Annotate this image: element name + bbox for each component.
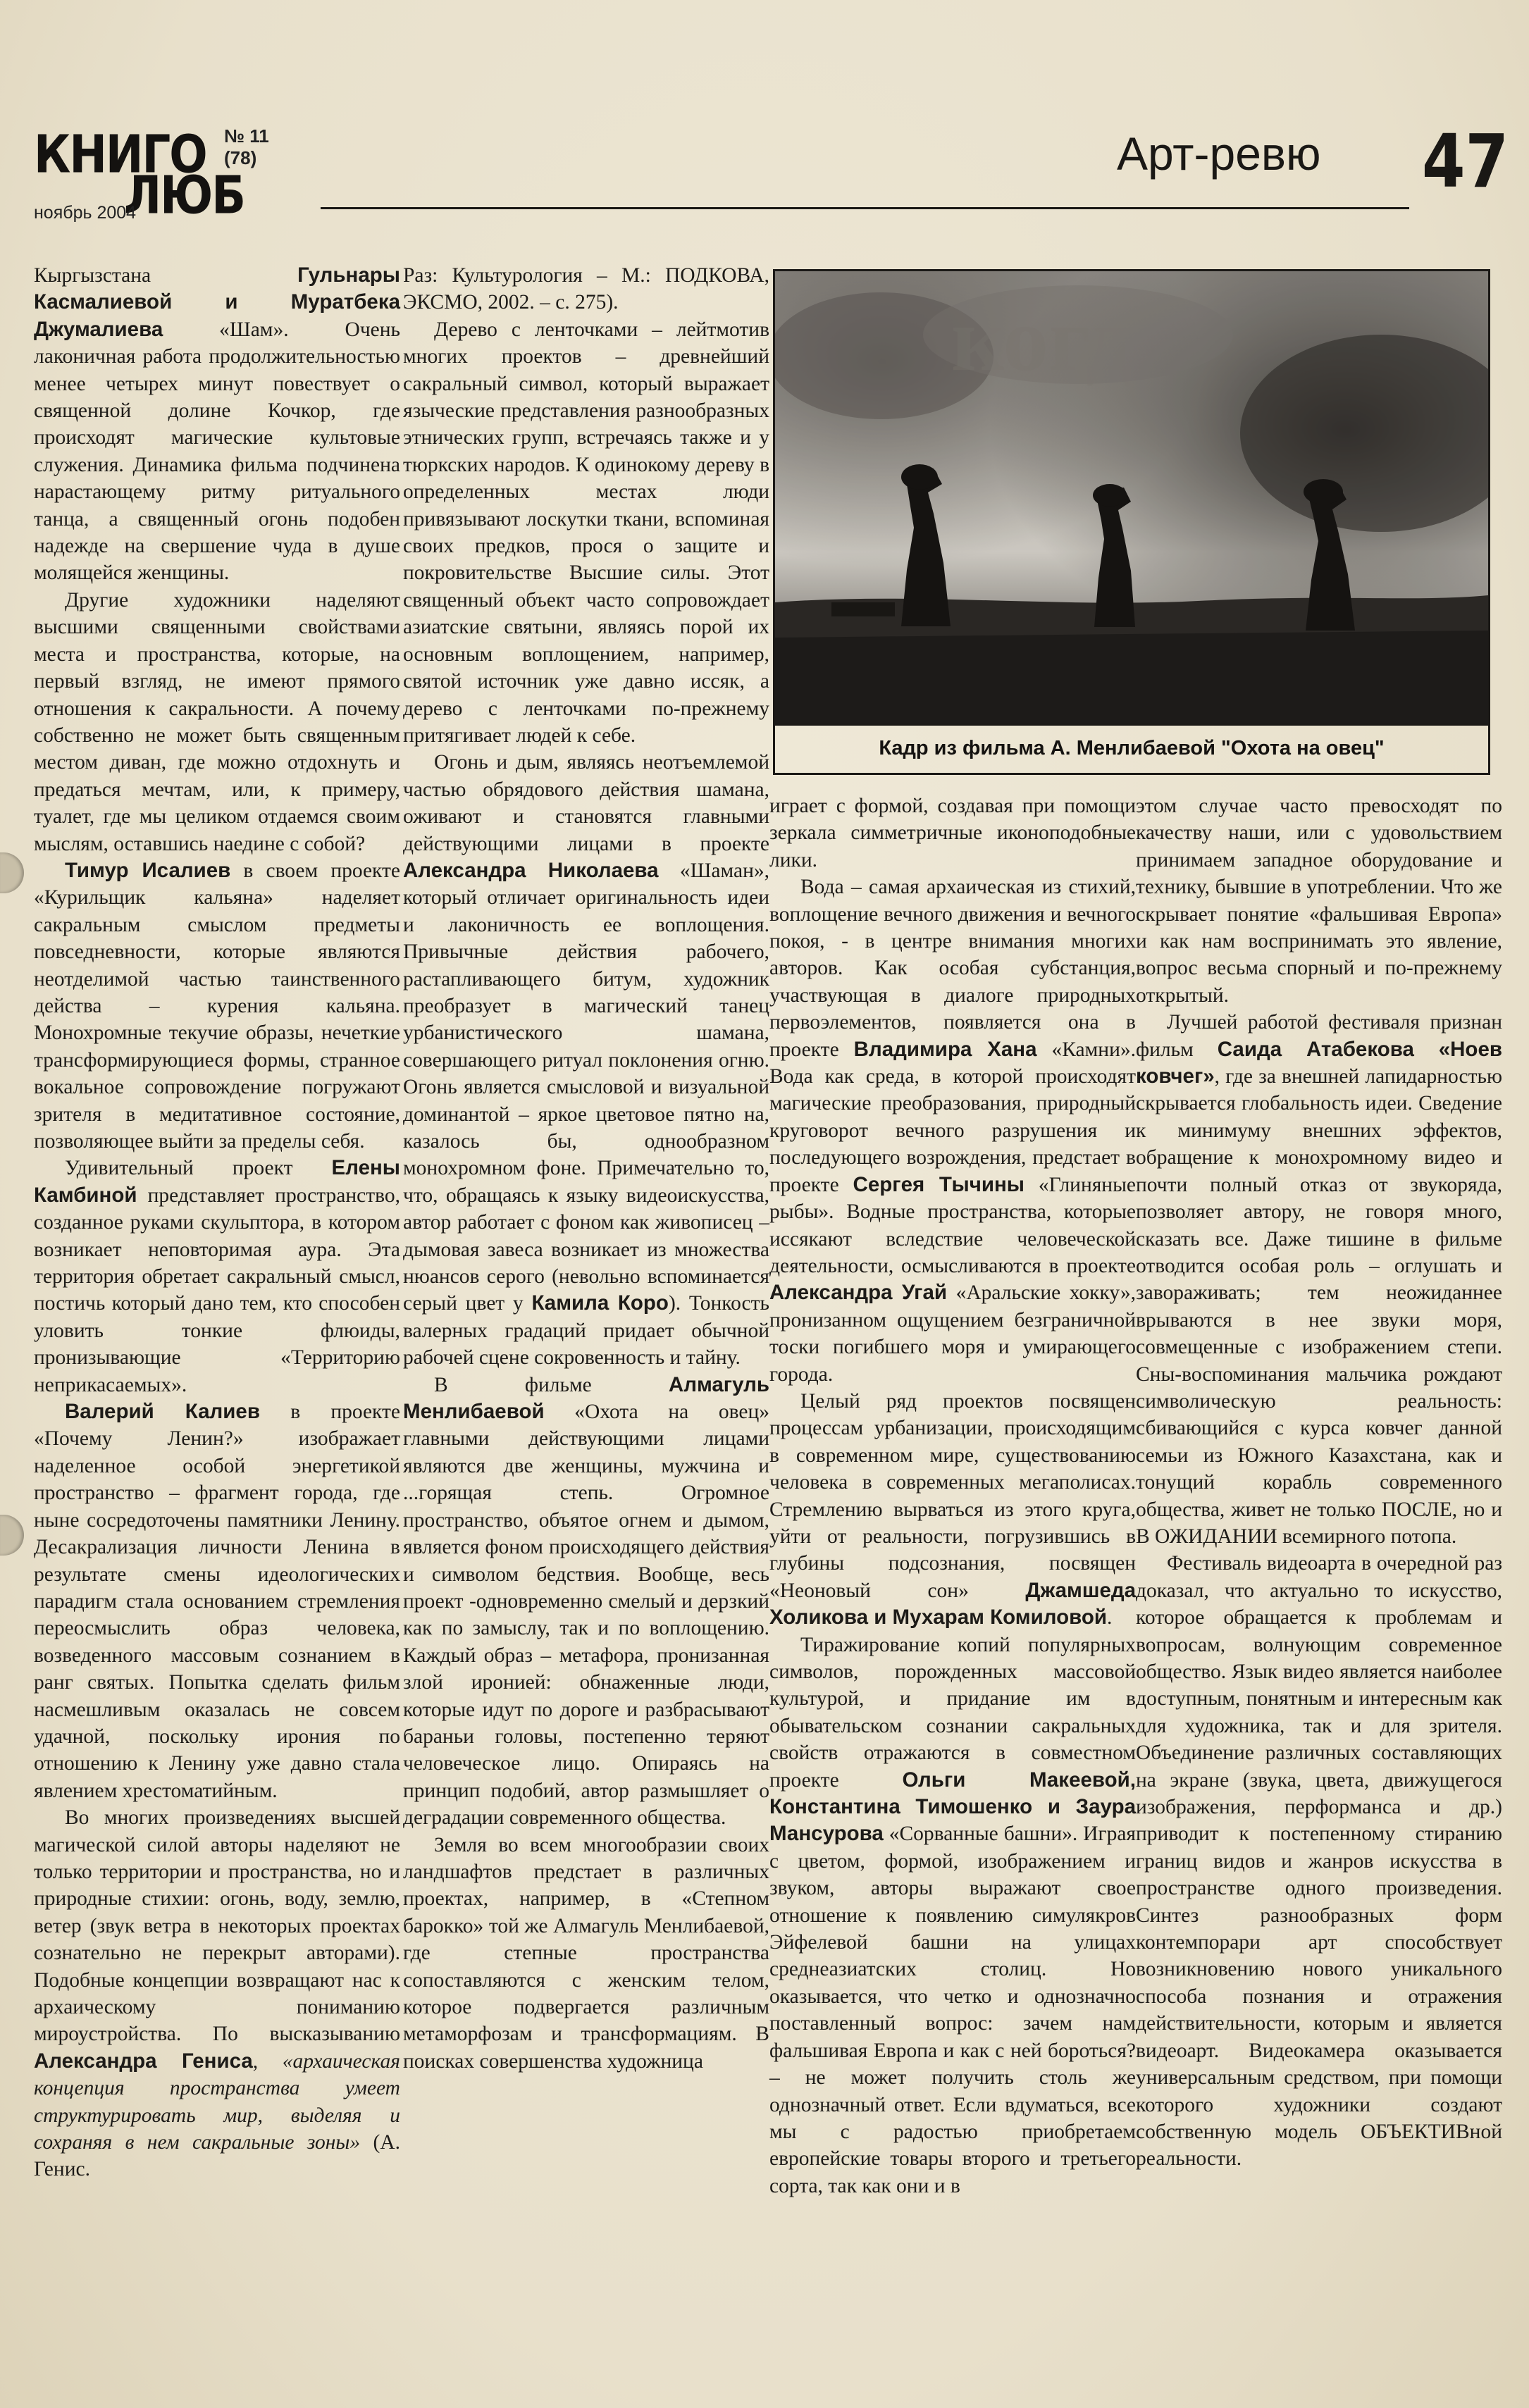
paragraph: Валерий Калиев в проекте «Почему Ленин?» изображает наделенное особой энергетикой пространство – фрагмент города, где ныне сосредоточены памятники Ленину. Десакрализация личности Ленина в результате смены идеологических парадигм стала основанием стремления переосмыслить образ человека, возведенного массовым сознанием в ранг святых. Попытка сделать фильм насмешливым оказалась не совсем удачной, поскольку ирония по отношению к Ленину уже давно стала явлением хрестоматийным. [34, 1400, 400, 1802]
film-still-photo [773, 269, 1490, 726]
column-1 [34, 262, 400, 2183]
paragraph: Во многих произведениях высшей магической силой авторы наделяют не только территории и пространства, но и природные стихии: огонь, воду, землю, ветер (звук ветра в некоторых проектах сознательно не перекрыт авторами). Подобные концепции возвращают нас к архаическому пониманию мироустройства. По высказыванию Александра Гениса, «архаическая концепция пространства умеет структурировать мир, выделяя и сохраняя в нем сакральные зоны» (А. Генис. [34, 1806, 400, 2181]
paragraph: Лучшей работой фестиваля признан фильм Саида Атабекова «Ноев ковчег», где за внешней лапидарностью скрывается глобальность идеи. Сведение к минимуму внешних эффектов, обращение к монохромному видео и почти полный отказ от звукоряда, позволяет автору, не говоря много, сказать все. Даже тишине в фильме отводится особая роль – оглушать и завораживать; тем неожиданнее врываются в нее звуки моря, совмещенные с изображением степи. Сны-воспоминания мальчика рождают символическую реальность: сбивающийся с курса ковчег данной семьи из Южного Казахстана, как и тонущий корабль современного общества, живет не только ПОСЛЕ, но и В ОЖИДАНИИ всемирного потопа. [1136, 1011, 1502, 1548]
paragraph: играет с формой, создавая при помощи зеркала симметричные иконоподобные лики. [769, 795, 1136, 871]
film-still-figure [773, 269, 1490, 778]
paragraph: Дерево с ленточками – лейтмотив многих проектов – древнейший сакральный символ, который выражает языческие представления разнообразных этнических групп, встречаясь также и у тюркских народов. К одинокому дереву в определенных местах люди привязывают лоскутки ткани, вспоминая своих предков, прося о защите и покровительстве Высшие силы. Этот священный объект часто сопровождает азиатские святыни, являясь порой их основным воплощением, например, святой источник уже давно иссяк, а дерево с ленточками по-прежнему притягивает людей к себе. [403, 318, 769, 747]
paragraph: этом случае часто превосходят по качеству наши, или с удовольствием принимаем западное оборудование и технику, бывшие в употреблении. Что же скрывает понятие «фальшивая Европа» и как нам воспринимать это явление, вопрос весьма спорный и по-прежнему открытый. [1136, 795, 1502, 1007]
paragraph: Другие художники наделяют высшими священными свойствами места и пространства, которые, на первый взгляд, не имеют прямого отношения к сакральности. А почему собственно не может быть священным местом диван, где можно отдохнуть и предаться мечтам, или, к примеру, туалет, где мы целиком отдаемся своим мыслям, оставшись наедине с собой? [34, 588, 400, 855]
column-2 [403, 262, 769, 2075]
paragraph: Раз: Культурология – М.: ПОДКОВА, ЭКСМО, 2002. – с. 275). [403, 264, 769, 314]
logo-bottom: ЛЮБ [124, 166, 245, 227]
page-number: 47 [1422, 118, 1509, 204]
paragraph: Огонь и дым, являясь неотъемлемой частью обрядового действия шамана, оживают и становятся главными действующими лицами в проекте Александра Николаева «Шаман», который отличает оригинальность идеи и лаконичность ее воплощения. Привычные действия рабочего, растапливающего битум, художник преобразует в магический танец урбанистического шамана, совершающего ритуал поклонения огню. Огонь является смысловой и визуальной доминантой – яркое цветовое пятно на, казалось бы, однообразном монохромном фоне. Примечательно то, что, обращаясь к языку видеоискусства, автор работает с фоном как живописец – дымовая завеса возникает из множества нюансов серого (невольно вспоминается серый цвет у Камила Коро). Тонкость валерных градаций придает обычной рабочей сцене сокровенность и тайну. [403, 751, 769, 1370]
photo-caption: Кадр из фильма А. Менлибаевой "Охота на овец" [773, 726, 1490, 775]
paragraph: Тиражирование копий популярных символов, порожденных массовой культурой, и придание им в обывательском сознании сакральных свойств отражаются в совместном проекте Ольги Макеевой, Константина Тимошенко и Заура Мансурова «Сорванные башни». Играя с цветом, формой, изображением и звуком, авторы выражают свое отношение к появлению симулякров Эйфелевой башни на улицах среднеазиатских столиц. Но оказывается, что четко и однозначно поставленный вопрос: зачем нам фальшивая Европа и как с ней бороться? – не может получить столь же однозначный ответ. Если вдуматься, все мы с радостью приобретаем европейские товары второго и третьего сорта, так как они и в [769, 1633, 1136, 2197]
binding-hole [0, 852, 24, 893]
paragraph: Фестиваль видеоарта в очередной раз доказал, что актуально то искусство, которое обращается к проблемам и вопросам, волнующим современное общество. Язык видео является наиболее доступным, понятным и интересным как для художника, так и для зрителя. Объединение различных составляющих на экране (звука, цвета, движущегося изображения, перформанса и др.) приводит к постепенному стиранию границ видов и жанров искусства в пространстве одного произведения. Синтез разнообразных форм контемпорари арт способствует возникновению нового уникального способа познания и отражения действительности, которым и является видеоарт. Видеокамера оказывается универсальным средством, при помощи которого художники создают собственную модель ОБЪЕКТИВной реальности. [1136, 1552, 1502, 2171]
binding-hole [0, 1515, 24, 1556]
film-still-image [775, 271, 1488, 724]
issue-number: № 11 (78) [224, 125, 269, 168]
paragraph: В фильме Алмагуль Менлибаевой «Охота на овец» главными действующими лицами являются две женщины, мужчина и ...горящая степь. Огромное пространство, объятое огнем и дымом, является фоном происходящего действия и символом бедствия. Вообще, весь проект -одновременно смелый и дерзкий как по замыслу, так и по воплощению. Каждый образ – метафора, пронизанная злой иронией: обнаженные люди, которые идут по дороге и разбрасывают бараньи головы, постепенно теряют человеческое лицо. Опираясь на принцип подобий, автор размышляет о деградации современного общества. [403, 1372, 769, 1830]
paragraph: Тимур Исалиев в своем проекте «Курильщик кальяна» наделяет сакральным смыслом предметы повседневности, которые являются неотделимой частью таинственного действа – курения кальяна. Монохромные текучие образы, нечеткие трансформирующиеся формы, странное вокальное сопровождение погружают зрителя в медитативное состояние, позволяющее выйти за пределы себя. [34, 858, 400, 1153]
header-rule [321, 207, 1409, 209]
paragraph: Земля во всем многообразии своих ландшафтов предстает в различных проектах, например, в «Степном барокко» той же Алмагуль Менлибаевой, где степные пространства сопоставляются с женским телом, которое подвергается различным метаморфозам и трансформациям. В поисках совершенства художница [403, 1833, 769, 2073]
issue-date: ноябрь 2004 [34, 203, 137, 223]
paragraph: Удивительный проект Елены Камбиной представляет пространство, созданное руками скульптора, в котором возникает неповторимая аура. Эта территория обретает сакральный смысл, постичь который дано тем, кто способен уловить тонкие флюиды, пронизывающие «Территорию неприкасаемых». [34, 1156, 400, 1396]
paragraph: Целый ряд проектов посвящен процессам урбанизации, происходящим в современном мире, существованию человека в современных мегаполисах. Стремлению вырваться из этого круга, уйти от реальности, погрузившись в глубины подсознания, посвящен «Неоновый сон» Джамшеда Холикова и Мухарам Комиловой. [769, 1389, 1136, 1630]
paragraph: Вода – самая архаическая из стихий, воплощение вечного движения и вечного покоя, - в центре внимания многих авторов. Как особая субстанция, участвующая в диалоге природных первоэлементов, появляется она в проекте Владимира Хана «Камни». Вода как среда, в которой происходят магические преобразования, природный круговорот вечного разрушения и последующего возрождения, предстает в проекте Сергея Тычины «Глиняные рыбы». Водные пространства, которые иссякают вследствие человеческой деятельности, осмысливаются в проекте Александра Угай «Аральские хокку», пронизанном ощущением безграничной тоски погибшего моря и умирающего города. [769, 876, 1137, 1386]
logo-top: КНИГО [34, 125, 206, 186]
column-3 [769, 793, 1136, 2199]
svg-text:когд: когд [951, 289, 1132, 390]
paragraph: Кыргызстана Гульнары Касмалиевой и Муратбека Джумалиева «Шам». Очень лаконичная работа продолжительностью менее четырех минут повествует о священной долине Кочкор, где происходят магические культовые служения. Динамика фильма подчинена нарастающему ритму ритуального танца, а священный огонь подобен надежде на свершение чуда в душе молящейся женщины. [34, 263, 400, 585]
column-4 [1136, 793, 1502, 2173]
section-title: Арт-ревю [1117, 128, 1321, 180]
magazine-logo [34, 125, 302, 227]
